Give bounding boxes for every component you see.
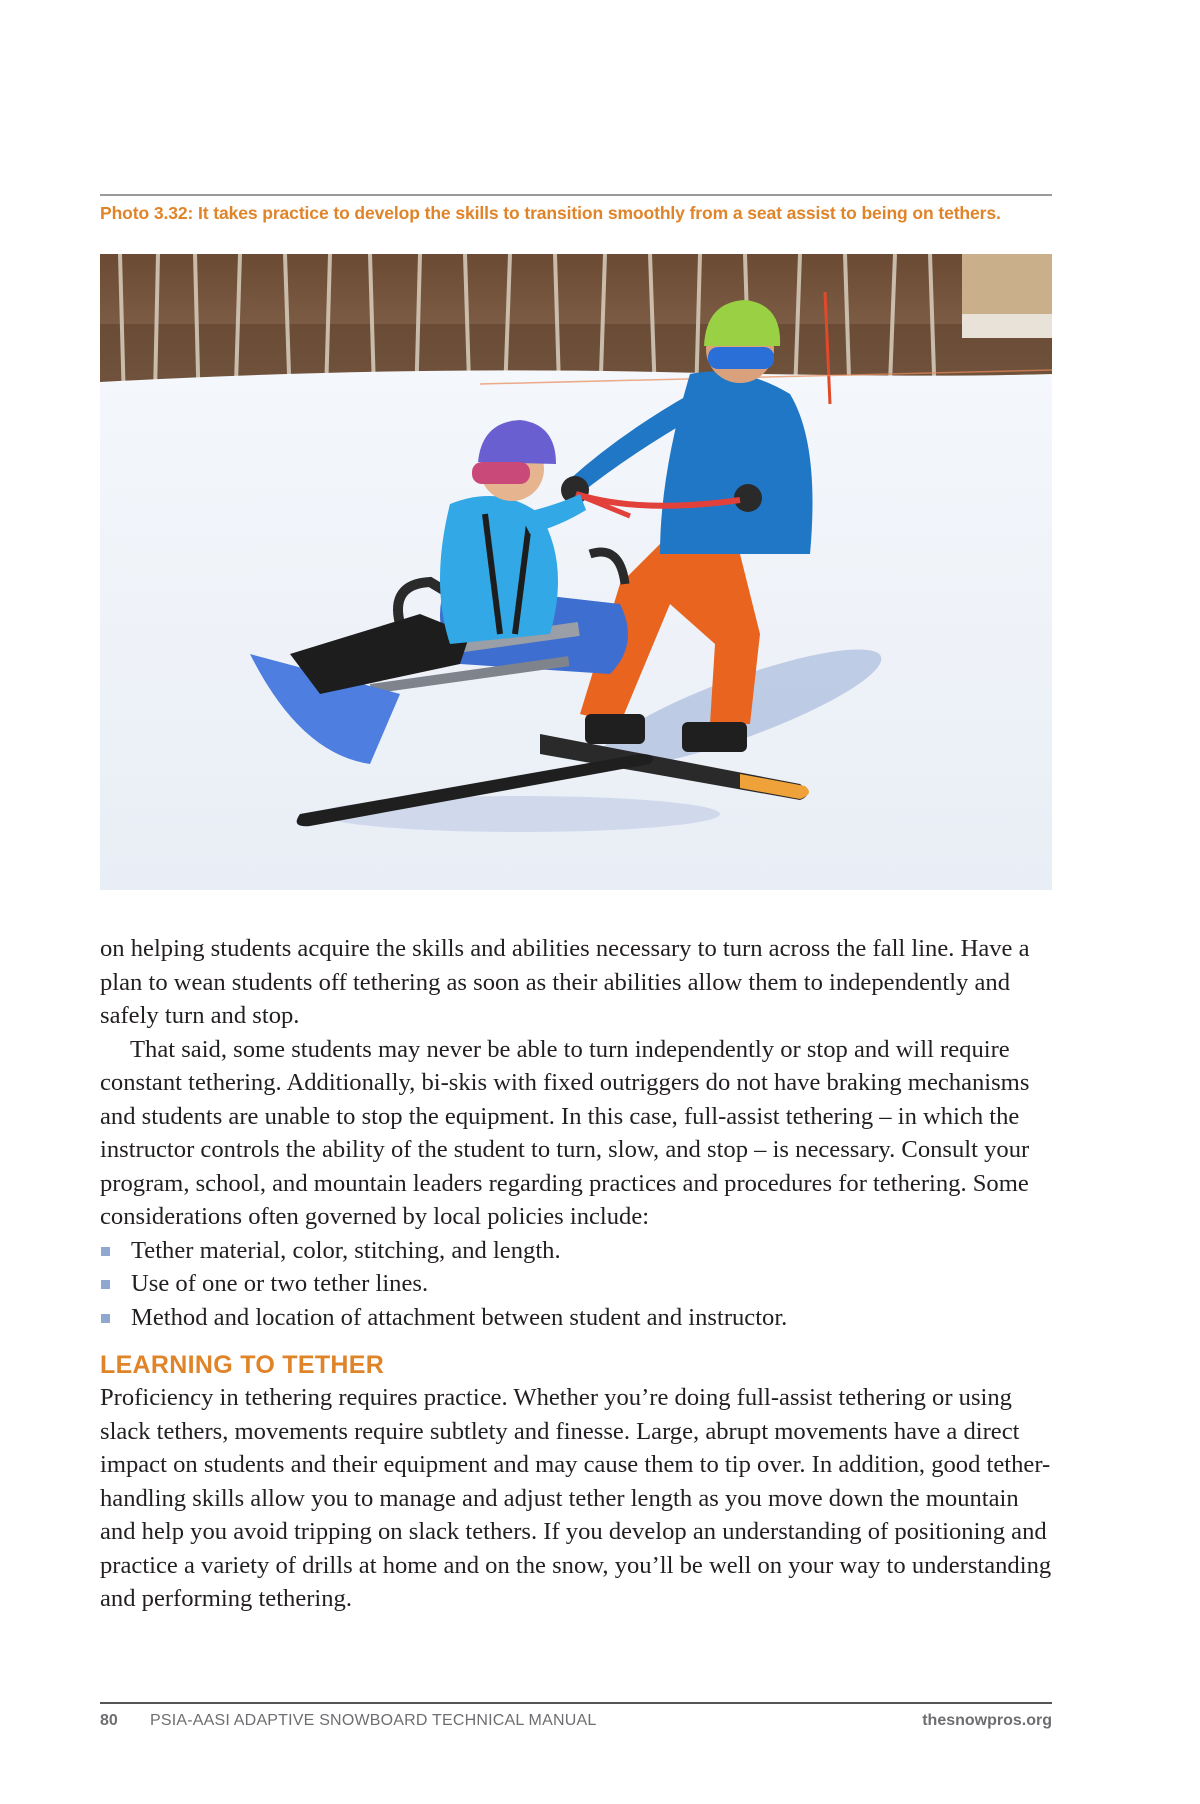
section-paragraph: Proficiency in tethering requires practice. Whether you’re doing full-assist tethering or using slack tethers, movements require subtlety and finesse. Large, abrupt movements have a direct impact on students and their equipment and may cause them to tip over. In addition, good tether-handling skills allow you to manage and adjust tether length as you move down the mountain and help you avoid tripping on slack tethers. If you develop an understanding of positioning and practice a variety of drills at home and on the snow, you’ll be well on your way to understanding and performing tethering. bbox=[100, 1384, 1052, 1612]
site-url: thesnowpros.org bbox=[922, 1712, 1052, 1729]
photo-illustration bbox=[100, 254, 1052, 890]
body-paragraph-1: on helping students acquire the skills and abilities necessary to turn across the fall line. Have a plan to wean students off tethering as soon as their abilities allow them to independently and safely turn and stop. bbox=[100, 935, 1030, 1029]
page-footer bbox=[100, 1712, 1052, 1736]
photo-caption: Photo 3.32: It takes practice to develop the skills to transition smoothly from a seat assist to being on tethers. bbox=[100, 203, 1001, 223]
list-item bbox=[100, 1234, 1060, 1268]
photo bbox=[100, 254, 1052, 890]
list-item-text: Method and location of attachment between student and instructor. bbox=[131, 1303, 788, 1331]
top-rule bbox=[100, 194, 1052, 196]
list-item-text: Tether material, color, stitching, and length. bbox=[131, 1236, 561, 1264]
page-number: 80 bbox=[100, 1712, 118, 1729]
body-paragraph-2: That said, some students may never be able to turn independently or stop and will require constant tethering. Additionally, bi-skis with fixed outriggers do not have braking mechanisms and students are unable to stop the equipment. In this case, full-assist tethering – in which the instructor controls the ability of the student to turn, slow, and stop – is necessary. Consult your program, school, and mountain leaders regarding practices and procedures for tethering. Some considerations often governed by local policies include: bbox=[100, 1035, 1030, 1230]
footer-rule bbox=[100, 1702, 1052, 1704]
bullet-square-icon bbox=[101, 1247, 110, 1256]
considerations-list bbox=[100, 1234, 1060, 1335]
section-heading: LEARNING TO TETHER bbox=[100, 1351, 385, 1379]
manual-title: PSIA-AASI ADAPTIVE SNOWBOARD TECHNICAL MANUAL bbox=[150, 1712, 597, 1729]
list-item-text: Use of one or two tether lines. bbox=[131, 1270, 429, 1297]
list-item bbox=[100, 1267, 1060, 1301]
bullet-square-icon bbox=[101, 1314, 110, 1323]
list-item bbox=[100, 1301, 1060, 1335]
bullet-square-icon bbox=[101, 1280, 110, 1289]
body-text bbox=[100, 932, 1060, 1616]
